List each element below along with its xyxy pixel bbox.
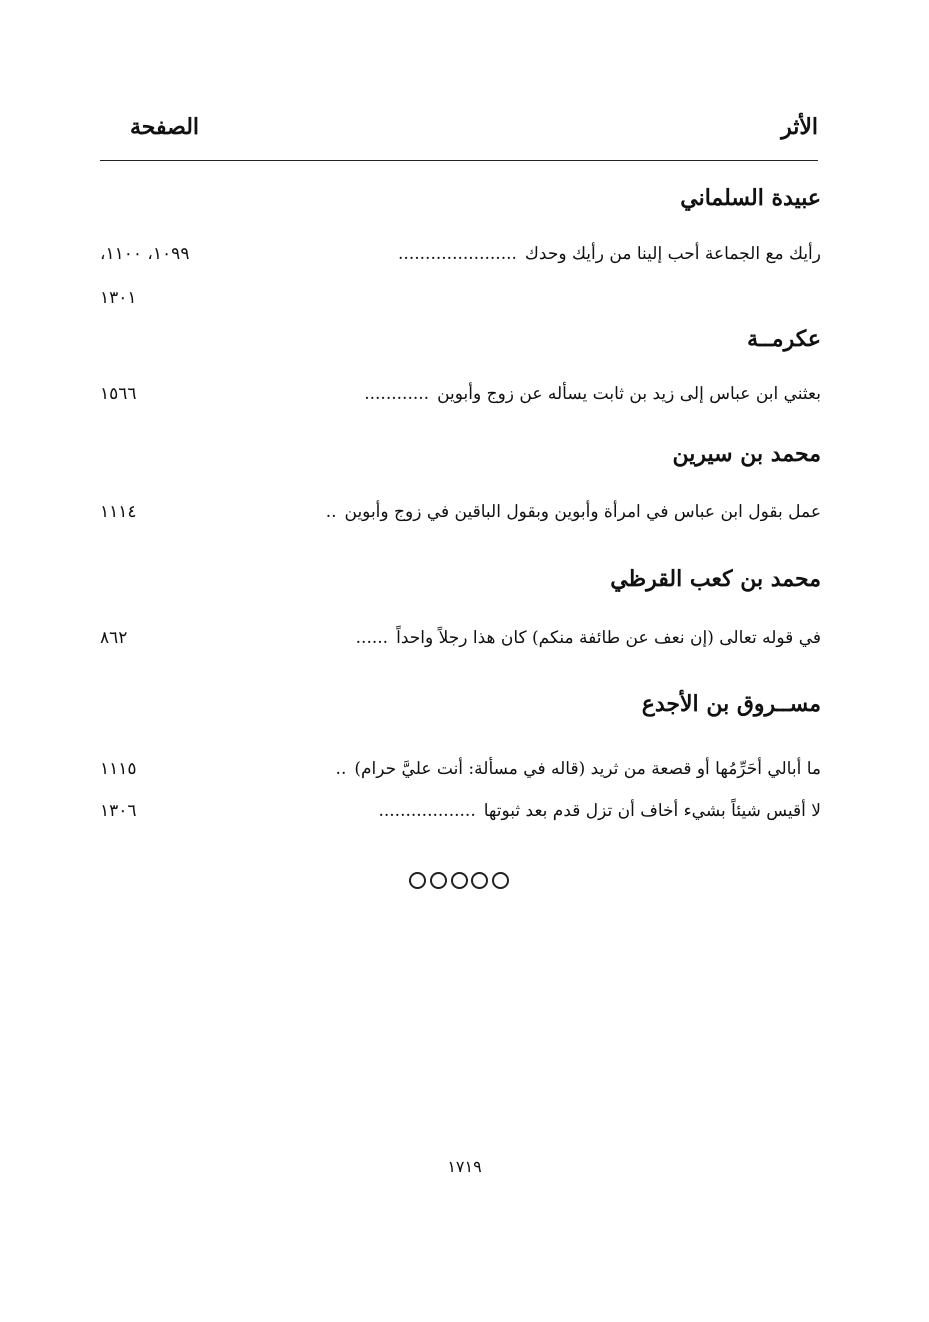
ornament-circle [492,872,509,889]
entry-page: ١١١٥ [100,759,137,779]
entry-page: ١٣٠٦ [100,801,137,821]
ornament-circle [471,872,488,889]
entry-text: بعثني ابن عباس إلى زيد بن ثابت يسأله عن زوج وأبوين............ [364,384,821,404]
entry-page-cont: ١٣٠١ [100,288,137,308]
header-athar: الأثر [781,114,818,140]
ornament-circle [430,872,447,889]
ornament-circle [409,872,426,889]
section-title-ubaida: عبيدة السلماني [680,185,821,211]
entry-text: ما أبالي أحَرِّمُها أو قصعة من ثريد (قاله في مسألة: أنت عليَّ حرام).. [335,759,821,779]
header-page: الصفحة [130,114,200,140]
entry-page: ١١١٤ [100,502,137,522]
section-title-ikrima: عكرمــة [747,326,821,352]
entry-text: في قوله تعالى (إن نعف عن طائفة منكم) كان هذا رجلاً واحداً...... [355,628,821,648]
entry-text: رأيك مع الجماعة أحب إلينا من رأيك وحدك...................... [398,244,821,264]
section-title-ibn-sirin: محمد بن سيرين [672,441,821,467]
section-title-masruq: مســروق بن الأجدع [641,691,821,717]
entry-page: ١٠٩٩، ١١٠٠، [100,244,190,264]
entry-page: ٨٦٢ [100,628,128,648]
header-rule [100,160,818,161]
entry-page: ١٥٦٦ [100,384,137,404]
page-number: ١٧١٩ [447,1157,482,1176]
ornament-circle [451,872,468,889]
section-title-qurazi: محمد بن كعب القرظي [610,566,821,592]
table-header [100,110,818,144]
entry-text: عمل بقول ابن عباس في امرأة وأبوين وبقول الباقين في زوج وأبوين.. [325,502,821,522]
entry-text: لا أقيس شيئاً بشيء أخاف أن تزل قدم بعد ثبوتها.................. [378,801,821,821]
end-ornament [409,868,509,892]
